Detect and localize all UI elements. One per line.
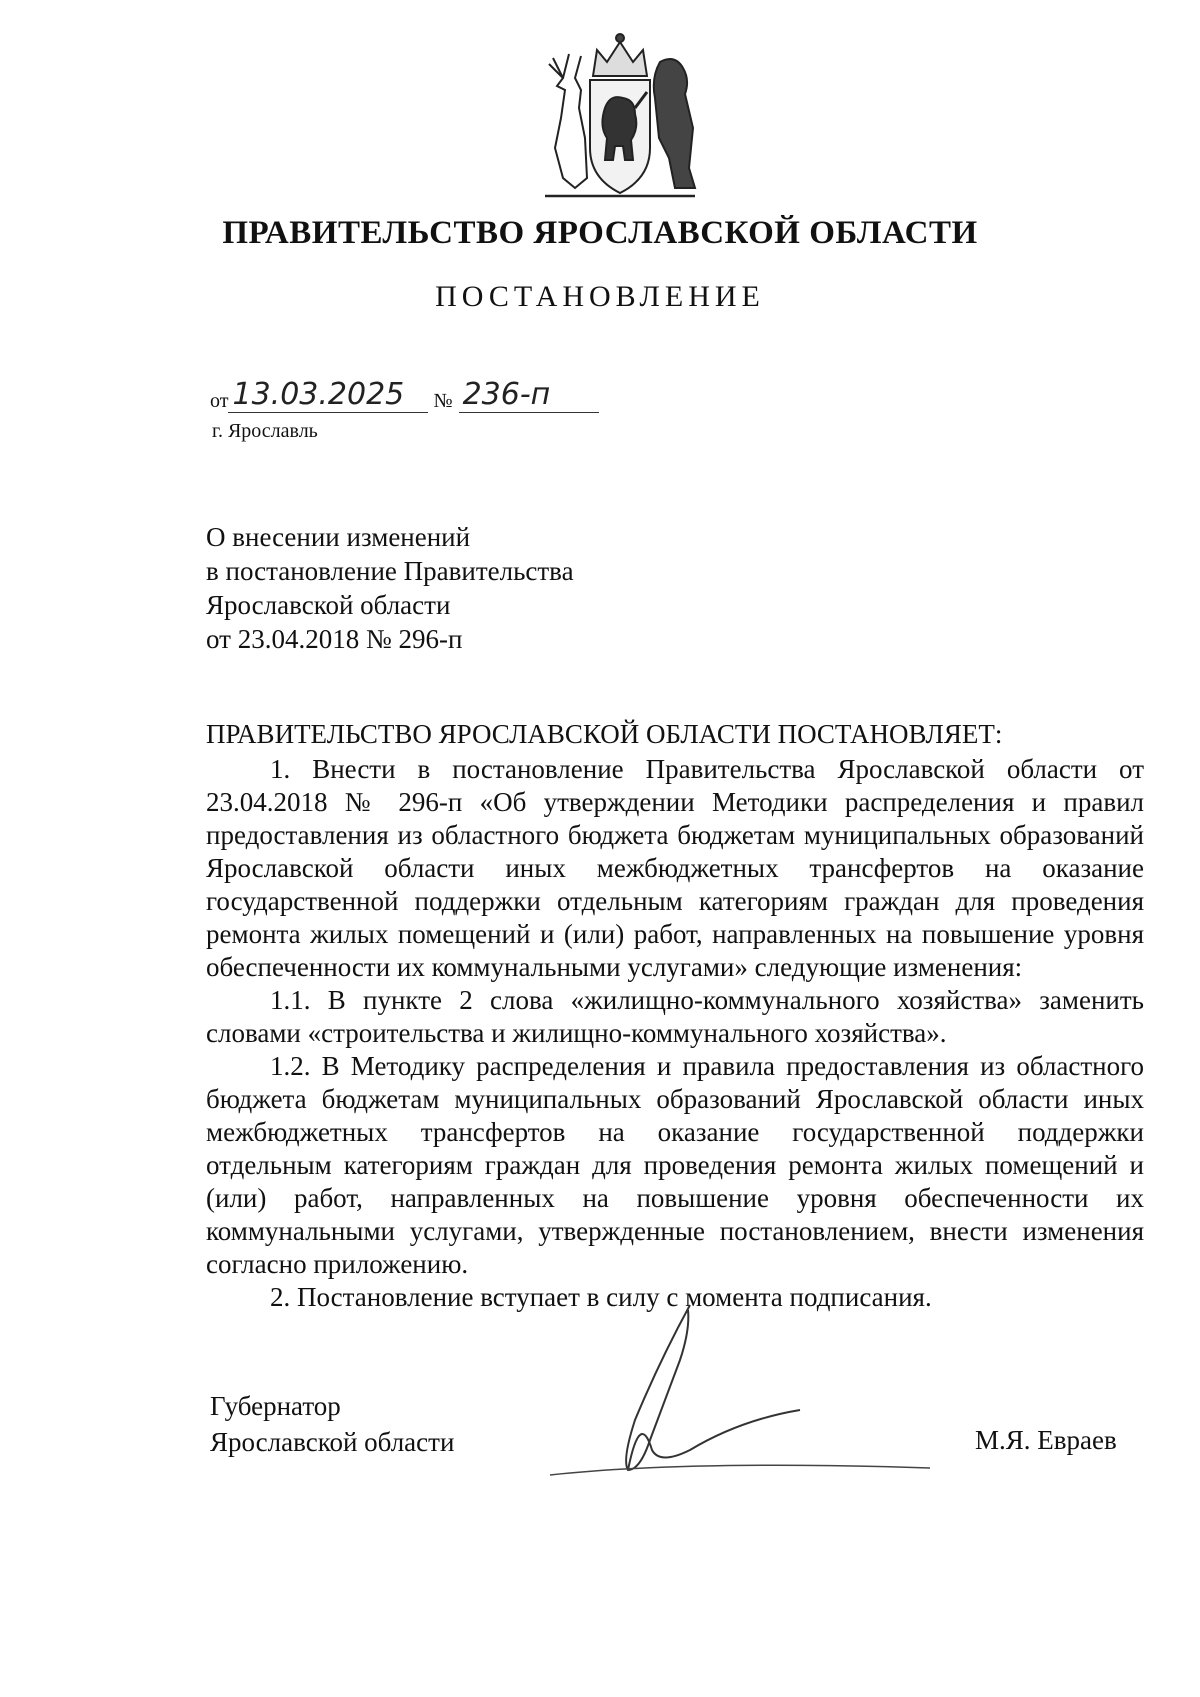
handwritten-date: 13.03.2025 xyxy=(228,378,428,413)
paragraph: 1. Внести в постановление Правительства Ярославской области от 23.04.2018 № 296-п «Об утверждении Методики распределения и правил предоставления из областного бюджета бюджетам муниципальных образований Ярославской области иных межбюджетных трансфертов на оказание государственной поддержки отдельным категориям граждан для проведения ремонта жилых помещений и (или) работ, направленных на повышение уровня обеспеченности их коммунальными услугами» следующие изменения: xyxy=(206,754,1144,982)
handwritten-signature-icon xyxy=(540,1300,940,1500)
paragraph: 1.2. В Методику распределения и правила предоставления из областного бюджета бюджетам муниципальных образований Ярославской области иных межбюджетных трансфертов на оказание государственной поддержки отдельным категориям граждан для проведения ремонта жилых помещений и (или) работ, направленных на повышение уровня обеспеченности их коммунальными услугами, утвержденные постановлением, внести изменения согласно приложению. xyxy=(206,1051,1144,1279)
document-subject xyxy=(206,520,574,656)
handwritten-number: 236-п xyxy=(459,378,599,413)
subject-line: О внесении изменений xyxy=(206,522,471,552)
number-prefix: № xyxy=(433,390,453,412)
date-prefix: от xyxy=(210,390,229,412)
preamble: ПРАВИТЕЛЬСТВО ЯРОСЛАВСКОЙ ОБЛАСТИ ПОСТАНОВЛЯЕТ: xyxy=(206,719,1003,749)
registration-line xyxy=(210,378,599,413)
paragraph: 2. Постановление вступает в силу с момента подписания. xyxy=(270,1282,932,1312)
paragraph: 1.1. В пункте 2 слова «жилищно-коммунального хозяйства» заменить словами «строительства и жилищно-коммунального хозяйства». xyxy=(206,985,1144,1048)
document-type: ПОСТАНОВЛЕНИЕ xyxy=(435,280,765,313)
subject-line: от 23.04.2018 № 296-п xyxy=(206,624,463,654)
organization-title: ПРАВИТЕЛЬСТВО ЯРОСЛАВСКОЙ ОБЛАСТИ xyxy=(222,215,978,251)
position-line: Губернатор xyxy=(210,1391,341,1421)
position-line: Ярославской области xyxy=(210,1427,455,1457)
document-body xyxy=(206,718,1144,1314)
city: г. Ярославль xyxy=(212,420,318,442)
subject-line: Ярославской области xyxy=(206,590,451,620)
subject-line: в постановление Правительства xyxy=(206,556,574,586)
signer-name: М.Я. Евраев xyxy=(975,1425,1117,1455)
signer-position xyxy=(210,1388,454,1460)
coat-of-arms-icon xyxy=(535,28,705,208)
